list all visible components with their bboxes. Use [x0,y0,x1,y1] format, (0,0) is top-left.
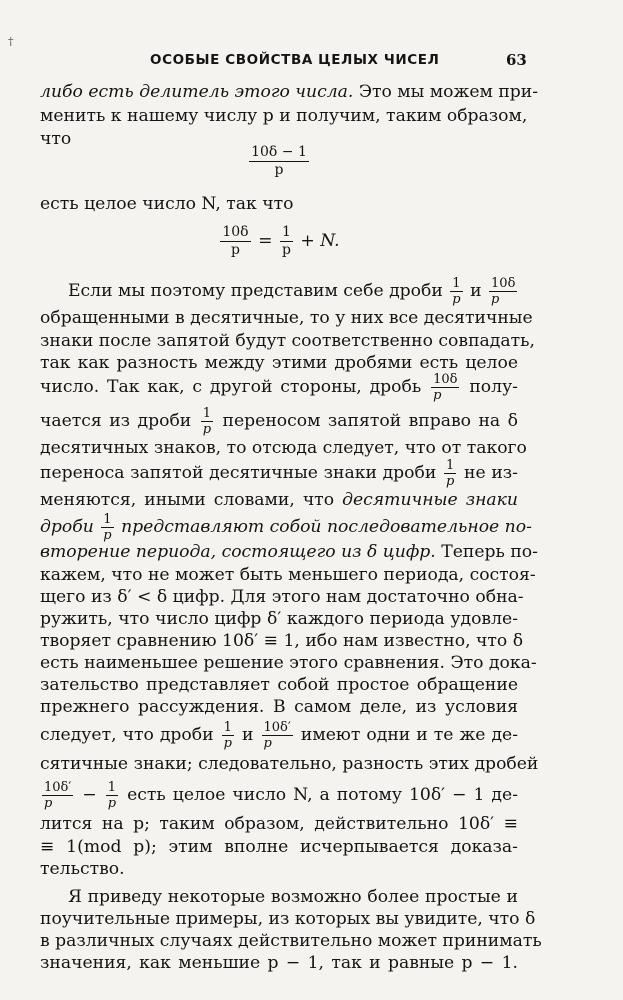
text-span: и [242,725,254,745]
fraction [431,372,459,403]
fraction [222,720,234,751]
text-line: десятичных знаков, то отсюда следует, что от такого [40,438,527,458]
text-line: значения, как меньшие p − 1, так и равные p − 1. [40,953,518,973]
text-line: тельство. [40,859,125,879]
fraction [101,512,113,543]
text-line: щего из δ′ < δ цифр. Для этого нам достаточно обна- [40,587,524,607]
text-line: ≡ 1(mod p); этим вполне исчерпывается доказа- [40,837,518,857]
fraction-denominator: p [281,242,291,258]
fraction [106,780,118,811]
text-line: есть целое число N, так что [40,194,294,214]
italic-phrase: десятичные знаки [342,490,518,510]
fraction-denominator: p [103,528,112,543]
text-line: сятичные знаки; следовательно, разность этих дробей [40,754,539,774]
text-span: переносом запятой вправо на δ [222,411,518,431]
fraction [249,144,309,179]
fraction-denominator: p [263,736,272,751]
fraction [280,224,293,259]
italic-phrase: представляют собой последовательное по- [121,517,532,537]
equation-1 [40,144,518,179]
text-line: обращенными в десятичные, то у них все десятичные [40,308,533,328]
fraction-numerator: 1 [201,406,213,422]
fraction-denominator: p [231,242,240,258]
text-line: поучительные примеры, из которых вы увидите, что δ [40,909,536,929]
text-line: ружить, что число цифр δ′ каждого периода удовле- [40,609,518,629]
text-line [40,406,518,437]
text-line: знаки после запятой будут соответственно совпадать, [40,331,535,351]
text-span: следует, что дроби [40,725,214,745]
text-line [40,512,532,543]
fraction-numerator: 10δ − 1 [251,144,307,160]
fraction-denominator: p [491,292,500,307]
text-span: Если мы поэтому представим себе дроби [68,281,443,301]
italic-phrase: вторение периода, состоящего из δ цифр. [40,542,436,562]
text-line: так как разность между этими дробями есть целое [40,353,518,373]
text-line: что [40,129,72,149]
text-line [40,540,538,565]
equation-tail: + N. [294,231,340,251]
fraction-numerator: 1 [106,780,118,796]
text-span: число. Так как, с другой стороны, дробь [40,377,422,397]
fraction [444,458,456,489]
fraction-numerator: 10δ [491,276,516,291]
fraction [42,780,73,811]
fraction-denominator: p [274,162,284,178]
fraction [450,276,462,307]
text-span: Это мы можем при- [353,82,539,102]
italic-phrase: либо есть делитель этого числа. [40,82,354,102]
text-span: чается из дроби [40,411,192,431]
text-span: не из- [464,463,518,483]
text-line [40,458,518,489]
fraction-numerator: 10δ [433,372,458,387]
text-line [40,372,518,403]
margin-mark: † [8,35,14,48]
fraction [201,406,213,437]
text-line [40,276,518,307]
text-line: прежнего рассуждения. В самом деле, из условия [40,697,518,717]
fraction [262,720,293,751]
text-line [40,80,539,105]
text-line [40,720,518,751]
text-span: есть целое число N, а потому 10δ′ − 1 де- [127,785,518,805]
fraction [220,224,250,259]
fraction-numerator: 1 [101,512,113,528]
equation-2 [40,224,518,259]
equals-sign: = [252,231,278,251]
fraction-numerator: 10δ′ [263,720,291,735]
fraction-numerator: 1 [280,224,293,242]
text-line: менить к нашему числу p и получим, таким образом, [40,106,528,126]
fraction-denominator: p [107,796,117,811]
text-line: $\frac{10\delta'}{p}$ − $\frac{1}{p}$ есть целое число N, а потому 10δ′ − 1 де- [44,780,518,811]
fraction-numerator: 1 [444,458,456,474]
text-span: Теперь по- [435,542,538,562]
fraction-denominator: p [446,474,455,489]
text-line [40,488,518,513]
text-span: полу- [469,377,518,397]
page-number: 63 [506,51,527,69]
fraction-numerator: 1 [450,276,462,292]
text-span: меняются, иными словами, что [40,490,335,510]
text-span: имеют одни и те же де- [300,725,519,745]
fraction-numerator: 10δ [222,224,249,240]
fraction-denominator: p [44,796,53,811]
italic-phrase: дроби [40,517,94,537]
text-line: лится на p; таким образом, действительно 10δ′ ≡ [40,814,518,834]
text-line: творяет сравнению 10δ′ ≡ 1, ибо нам известно, что δ [40,631,524,651]
fraction-denominator: p [452,292,461,307]
text-line: Я приведу некоторые возможно более простые и [68,887,518,907]
text-line: есть наименьшее решение этого сравнения. Это дока- [40,653,537,673]
text-span: и [470,281,482,301]
fraction-numerator: 1 [222,720,234,736]
text-line: зательство представляет собой простое обращение [40,675,518,695]
text-line: в различных случаях действительно может принимать [40,931,542,951]
running-header: ОСОБЫЕ СВОЙСТВА ЦЕЛЫХ ЧИСЕЛ [150,52,440,68]
fraction [489,276,517,307]
text-span: переноса запятой десятичные знаки дроби [40,463,437,483]
fraction-numerator: 10δ′ [44,780,72,795]
fraction-denominator: p [223,736,232,751]
fraction-denominator: p [433,388,442,403]
text-line: кажем, что не может быть меньшего периода, состоя- [40,565,536,585]
fraction-denominator: p [202,422,212,437]
